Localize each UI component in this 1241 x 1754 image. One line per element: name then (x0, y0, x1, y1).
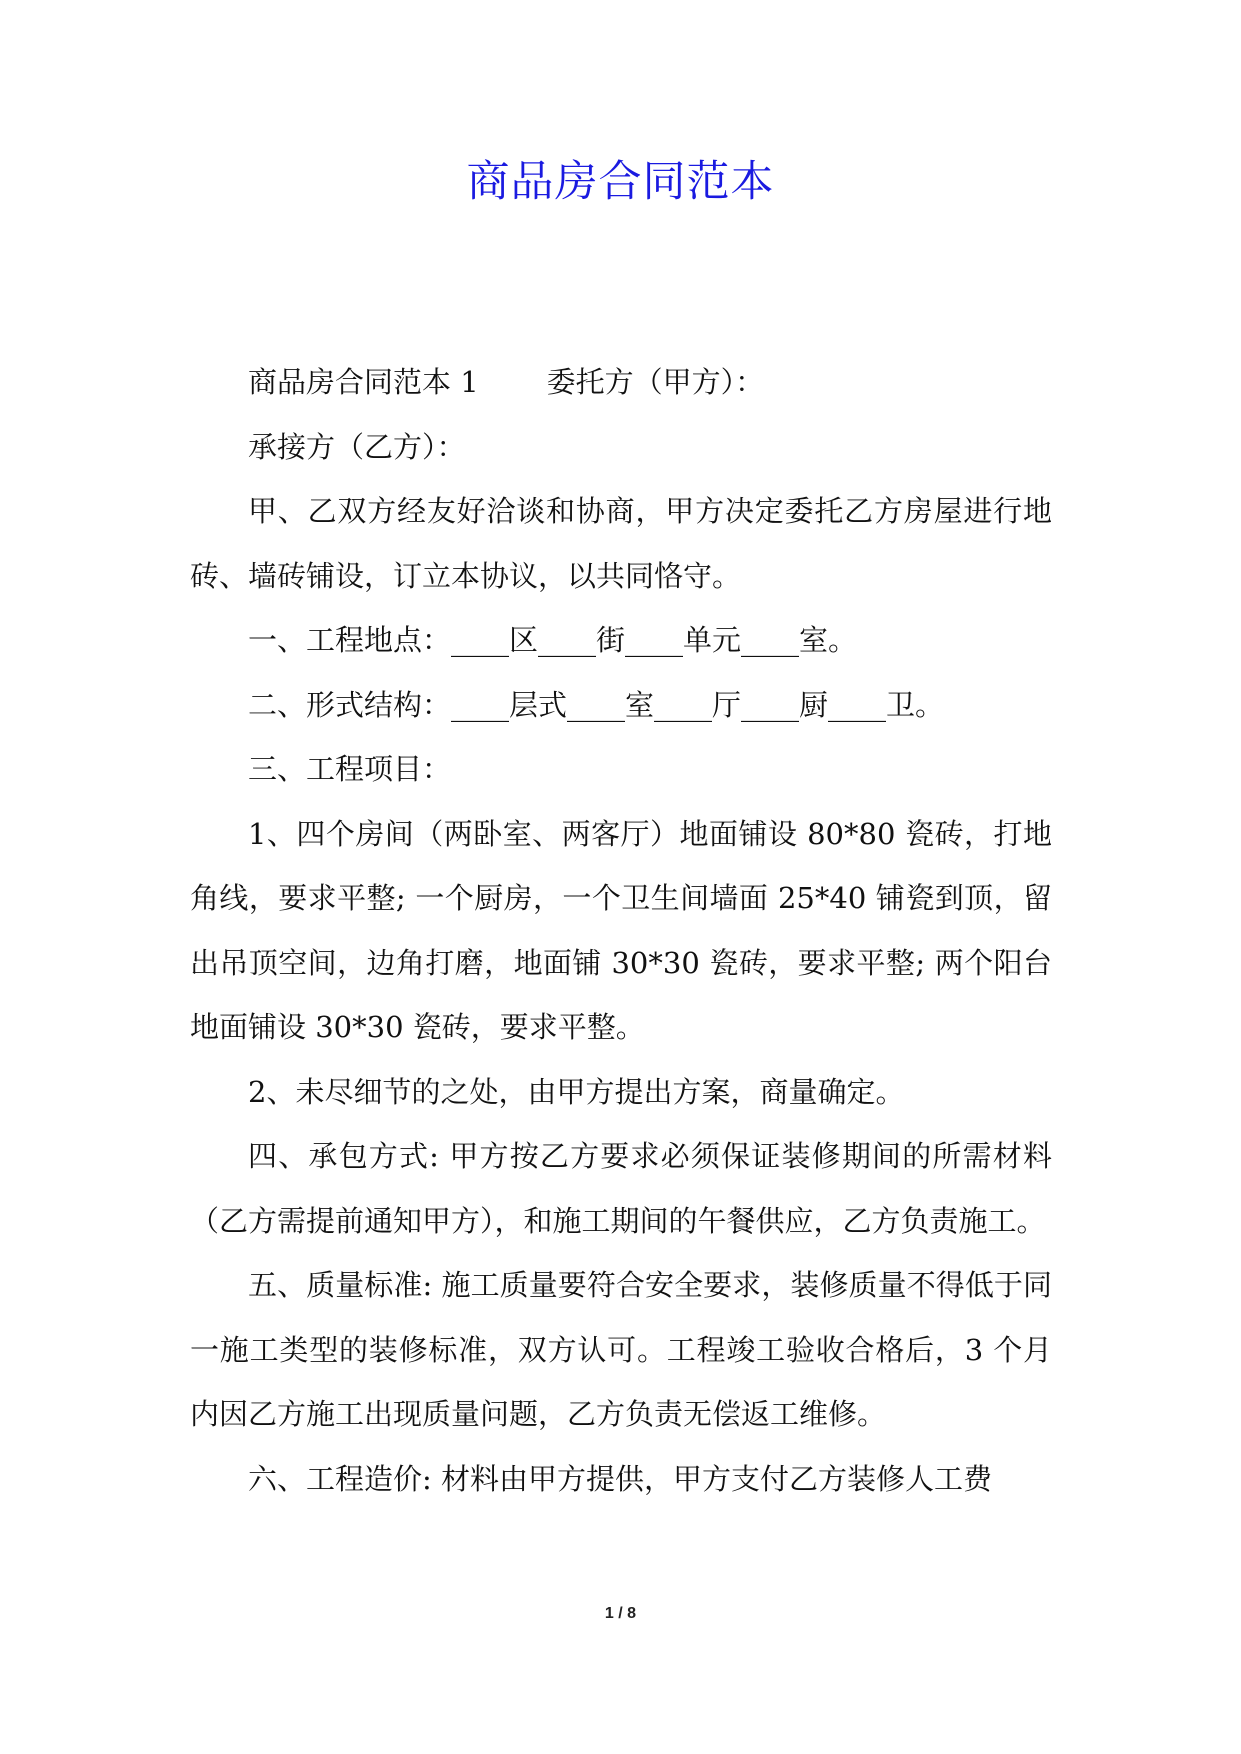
paragraph-items-heading: 三、工程项目： (248, 752, 452, 786)
page-indicator: 1 / 8 (604, 1605, 637, 1622)
paragraph-intro: 甲、乙双方经友好洽谈和协商，甲方决定委托乙方房屋进行地砖、墙砖铺设，订立本协议，以共同恪守。 (190, 494, 1052, 593)
document-title: 商品房合同范本 (466, 157, 775, 207)
paragraph-structure: 二、形式结构：____层式____室____厅____厨____卫。 (248, 687, 945, 722)
party-a-label: 委托方（甲方）： (546, 365, 765, 399)
paragraph-location: 一、工程地点：____区____街____单元____室。 (248, 623, 858, 657)
paragraph-item-2: 2、未尽细节的之处，由甲方提出方案，商量确定。 (248, 1074, 905, 1109)
paragraph-cost: 六、工程造价: 材料由甲方提供，甲方支付乙方装修人工费 (248, 1461, 992, 1496)
heading-line (190, 350, 1052, 415)
paragraph-item-1: 1、四个房间（两卧室、两客厅）地面铺设 80*80 瓷砖，打地角线，要求平整; 一个厨房，一个卫生间墙面 25*40 铺瓷到顶，留出吊顶空间，边角打磨，地面铺 30*30 瓷砖，要求平整; 两个阳台地面铺设 30*30 瓷砖，要求平整。 (190, 816, 1052, 1044)
contract-number-label: 商品房合同范本 1 (248, 365, 479, 399)
document-body (190, 350, 1052, 1511)
paragraph-quality: 五、质量标准: 施工质量要符合安全要求，装修质量不得低于同一施工类型的装修标准，双方认可。工程竣工验收合格后，3 个月内因乙方施工出现质量问题，乙方负责无偿返工维修。 (190, 1268, 1052, 1431)
paragraph-party-b: 承接方（乙方）： (248, 429, 466, 464)
paragraph-contract-method: 四、承包方式: 甲方按乙方要求必须保证装修期间的所需材料（乙方需提前通知甲方），和施工期间的午餐供应，乙方负责施工。 (190, 1139, 1052, 1238)
